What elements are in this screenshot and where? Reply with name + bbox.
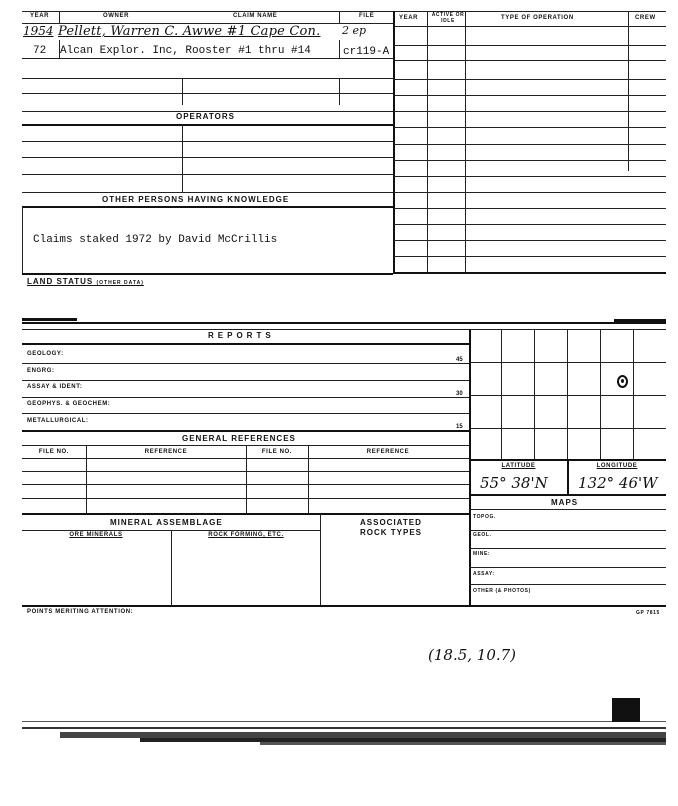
- report-metallurgical: METALLURGICAL:: [27, 418, 89, 424]
- points-meriting-attention: POINTS MERITING ATTENTION:: [27, 609, 134, 615]
- mineral-assemblage-title: MINERAL ASSEMBLAGE: [110, 518, 223, 527]
- header-claim-name: CLAIM NAME: [233, 13, 278, 19]
- report-geology-num: 45: [456, 357, 463, 363]
- other-persons-note: Claims staked 1972 by David McCrillis: [33, 234, 278, 246]
- header-owner: OWNER: [103, 13, 129, 19]
- entry-typed-year: 72: [33, 45, 47, 57]
- header-crew: CREW: [635, 15, 656, 21]
- header-work-year: YEAR: [399, 15, 419, 21]
- maps-other: OTHER (& PHOTOS): [473, 588, 531, 594]
- genref-col-reference-1: REFERENCE: [144, 449, 188, 455]
- form-number: GP 7815: [636, 610, 660, 616]
- maps-assay: ASSAY:: [473, 571, 495, 577]
- header-active-or-idle: ACTIVE OR IDLE: [431, 12, 465, 24]
- report-assay-num: 30: [456, 391, 463, 397]
- associated-rock-types-line1: ASSOCIATED: [360, 518, 422, 527]
- report-assay: ASSAY & IDENT:: [27, 384, 83, 390]
- longitude-value: 132° 46'W: [578, 474, 658, 492]
- land-status-label: LAND STATUS: [27, 277, 94, 286]
- maps-topog: TOPOG.: [473, 514, 496, 520]
- entry-handwritten-file: 2 ep: [342, 24, 367, 37]
- land-status-title: [27, 277, 144, 286]
- maps-title: MAPS: [551, 498, 579, 507]
- maps-geol: GEOL.: [473, 532, 492, 538]
- report-metallurgical-num: 15: [456, 424, 463, 430]
- report-engrg: ENGRG:: [27, 368, 55, 374]
- coordinate-annotation: (18.5, 10.7): [428, 646, 517, 664]
- entry-typed-text: Alcan Explor. Inc, Rooster #1 thru #14: [60, 45, 311, 57]
- ore-minerals-label: ORE MINERALS: [69, 532, 123, 538]
- rock-forming-label: ROCK FORMING, ETC.: [208, 532, 284, 538]
- genref-col-file-1: FILE NO.: [38, 449, 70, 455]
- land-status-sub: (OTHER DATA): [96, 280, 144, 286]
- latitude-label: LATITUDE: [501, 463, 536, 469]
- longitude-label: LONGITUDE: [596, 463, 638, 469]
- report-geology: GEOLOGY:: [27, 351, 64, 357]
- entry-handwritten-year: 1954: [23, 24, 54, 38]
- genref-col-reference-2: REFERENCE: [366, 449, 410, 455]
- general-references-title: GENERAL REFERENCES: [182, 434, 296, 443]
- genref-col-file-2: FILE NO.: [261, 449, 293, 455]
- operators-title: OPERATORS: [176, 112, 235, 121]
- header-file: FILE: [359, 13, 375, 19]
- latitude-value: 55° 38'N: [480, 474, 548, 492]
- other-persons-title: OTHER PERSONS HAVING KNOWLEDGE: [102, 195, 290, 204]
- location-marker-icon: [617, 375, 628, 388]
- reports-title: REPORTS: [208, 331, 275, 340]
- header-year: YEAR: [30, 13, 50, 19]
- entry-handwritten-text: Pellett, Warren C. Awwe #1 Cape Con.: [58, 24, 321, 39]
- report-geophys: GEOPHYS. & GEOCHEM:: [27, 401, 111, 407]
- header-type-of-operation: TYPE OF OPERATION: [501, 15, 574, 21]
- associated-rock-types-line2: ROCK TYPES: [360, 528, 423, 537]
- maps-mine: MINE:: [473, 551, 491, 557]
- entry-typed-file: cr119-A: [343, 46, 390, 58]
